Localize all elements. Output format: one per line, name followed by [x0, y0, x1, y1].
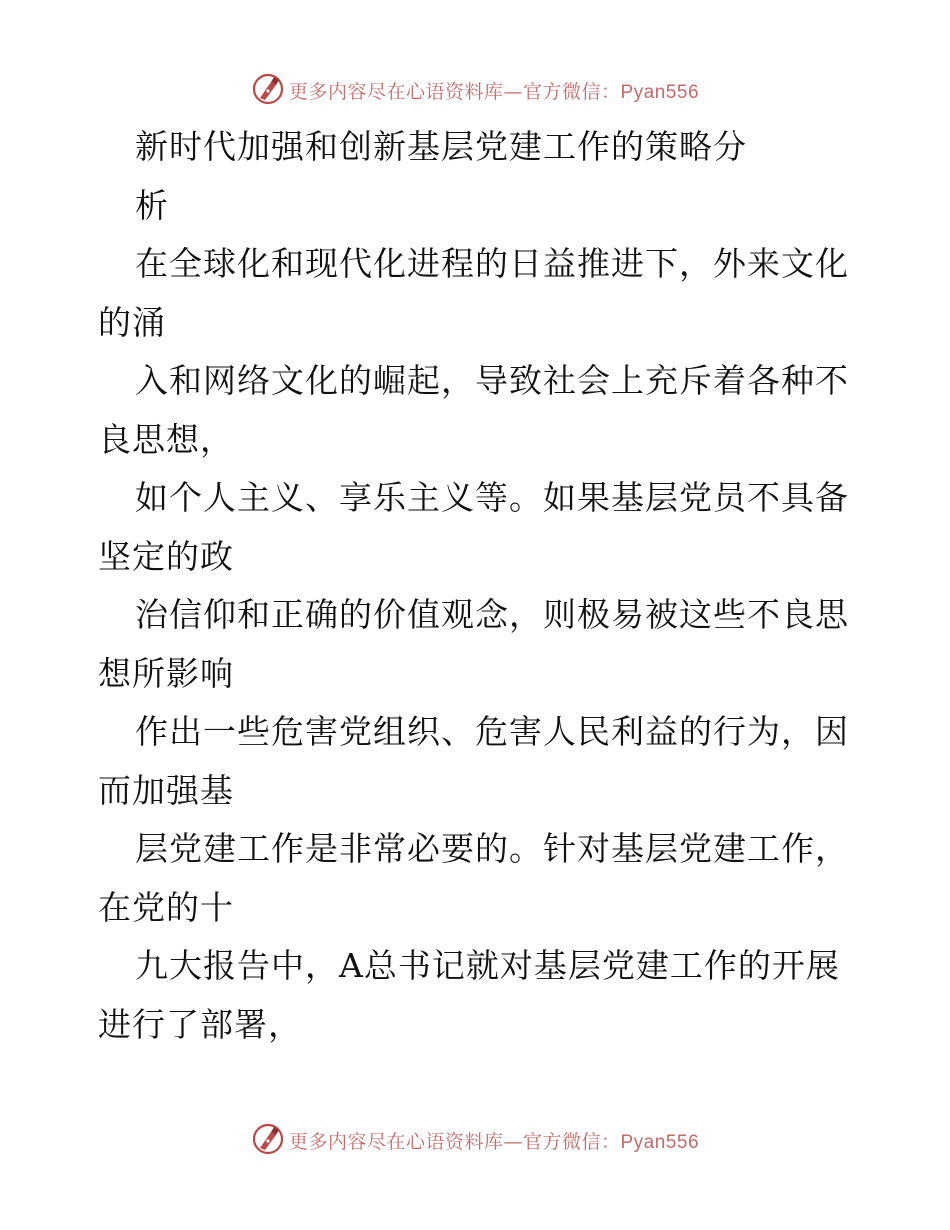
paragraph-line: 想所影响	[98, 653, 234, 693]
paragraph-line: 层党建工作是非常必要的。针对基层党建工作，	[135, 829, 849, 868]
footer-wechat-id: Pyan556	[620, 1131, 700, 1153]
paragraph-line: 良思想，	[98, 419, 234, 459]
pen-nib-logo-icon	[251, 1122, 285, 1156]
paragraph-line: 进行了部署，	[98, 1004, 302, 1044]
paragraph-line: 入和网络文化的崛起，导致社会上充斥着各种不	[135, 361, 849, 400]
paragraph-line: 治信仰和正确的价值观念，则极易被这些不良思	[135, 595, 849, 634]
document-title-line: 析	[135, 185, 169, 225]
footer-wechat-label: 官方微信：	[522, 1130, 621, 1153]
header-dash: —	[503, 80, 523, 103]
paragraph-line: 坚定的政	[98, 536, 234, 576]
document-title-line: 新时代加强和创新基层党建工作的策略分	[135, 127, 747, 166]
header-wechat-id: Pyan556	[620, 81, 700, 103]
header-site-text: 更多内容尽在心语资料库	[288, 80, 504, 103]
pen-nib-logo-icon	[251, 72, 285, 106]
header-banner	[0, 70, 950, 110]
header-wechat-label: 官方微信：	[522, 80, 621, 103]
paragraph-line: 如个人主义、享乐主义等。如果基层党员不具备	[135, 478, 849, 517]
footer-banner	[0, 1120, 950, 1160]
paragraph-line: 而加强基	[98, 770, 234, 810]
footer-site-text: 更多内容尽在心语资料库	[288, 1130, 504, 1153]
paragraph-line: 在全球化和现代化进程的日益推进下，外来文化	[135, 244, 849, 283]
footer-banner-text	[289, 1127, 699, 1154]
paragraph-line: 九大报告中，A总书记就对基层党建工作的开展	[135, 946, 840, 985]
document-body	[98, 118, 858, 1054]
header-banner-text	[289, 77, 699, 104]
paragraph-line: 的涌	[98, 302, 166, 342]
footer-dash: —	[503, 1130, 523, 1153]
paragraph-line: 在党的十	[98, 887, 234, 927]
paragraph-line: 作出一些危害党组织、危害人民利益的行为，因	[135, 712, 849, 751]
